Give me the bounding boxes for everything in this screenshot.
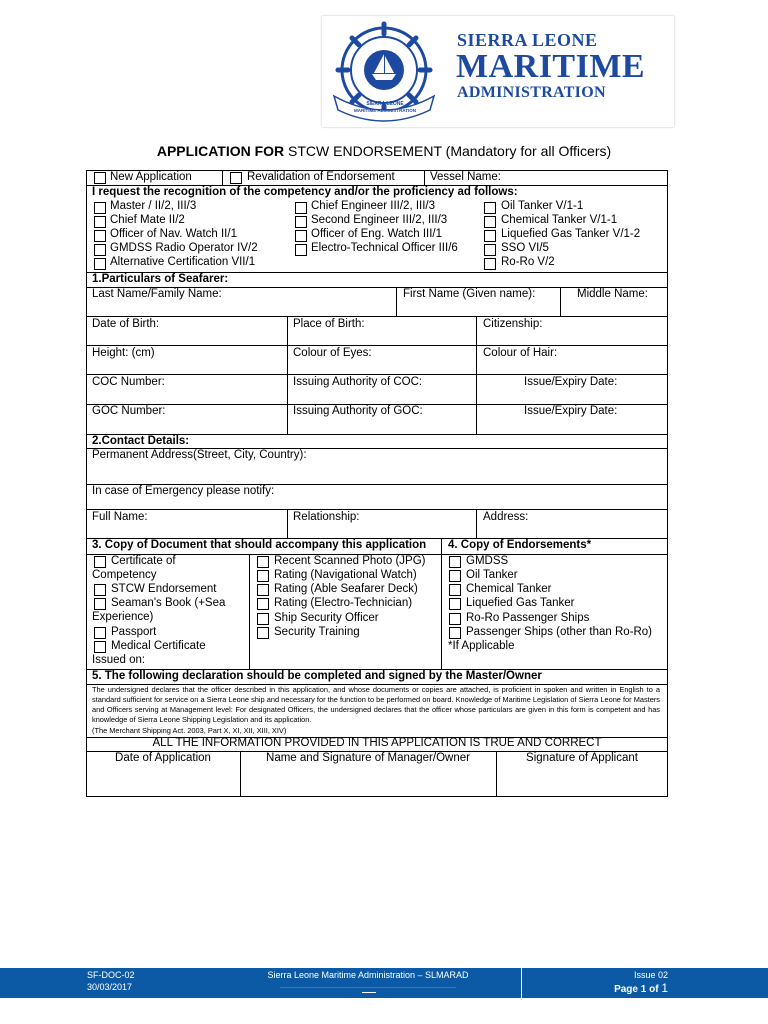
revalidation-checkbox[interactable] (230, 172, 242, 184)
declaration-citation: (The Merchant Shipping Act. 2003, Part X, XI, XII, XIII, XIV) (92, 726, 287, 735)
place-of-birth-field[interactable]: Place of Birth: (293, 318, 365, 330)
doc-rating-able-seafarer: Rating (Able Seafarer Deck) (274, 583, 418, 595)
checkbox-end-oil-tanker[interactable] (449, 570, 461, 582)
end-liquefied-gas: Liquefied Gas Tanker (466, 597, 575, 609)
checkbox-security-training[interactable] (257, 627, 269, 639)
option-electro-technical: Electro-Technical Officer III/6 (311, 242, 458, 254)
option-officer-eng-watch: Officer of Eng. Watch III/1 (311, 228, 443, 240)
checkbox-chemical-tanker[interactable] (484, 216, 496, 228)
checkbox-alternative-cert[interactable] (94, 258, 106, 270)
checkbox-stcw-endorsement[interactable] (94, 584, 106, 596)
footer-page-number (614, 982, 668, 996)
contact-heading: 2.Contact Details: (92, 435, 190, 447)
doc-ship-security-officer: Ship Security Officer (274, 612, 379, 624)
checkbox-end-liquefied-gas[interactable] (449, 598, 461, 610)
medical-issued-on-field[interactable]: Issued on: (92, 654, 146, 666)
date-of-application-field[interactable]: Date of Application (115, 752, 211, 764)
doc-medical-certificate: Medical Certificate (111, 640, 206, 652)
footer-separator (521, 968, 522, 998)
recognition-heading: I request the recognition of the competency and/or the proficiency ad follows: (92, 186, 518, 198)
option-officer-nav-watch: Officer of Nav. Watch II/1 (110, 228, 237, 240)
checkbox-gmdss-radio[interactable] (94, 244, 106, 256)
seal-text-line1: SIERRA LEONE (366, 101, 404, 107)
option-ro-ro: Ro-Ro V/2 (501, 256, 555, 268)
emergency-full-name-field[interactable]: Full Name: (92, 511, 148, 523)
checkbox-electro-technical[interactable] (295, 244, 307, 256)
org-name-line1: SIERRA LEONE (457, 30, 598, 50)
end-chemical-tanker: Chemical Tanker (466, 583, 552, 595)
hair-colour-field[interactable]: Colour of Hair: (483, 347, 558, 359)
doc-stcw-endorsement: STCW Endorsement (111, 583, 217, 595)
footer-org-name: Sierra Leone Maritime Administration – SLMARAD (267, 970, 469, 980)
doc-seamans-book-line1: Seaman's Book (+Sea (111, 597, 226, 609)
doc-passport: Passport (111, 626, 157, 638)
coc-dates-field[interactable]: Issue/Expiry Date: (524, 376, 618, 388)
emergency-notify-label: In case of Emergency please notify: (92, 485, 275, 497)
checkbox-end-gmdss[interactable] (449, 556, 461, 568)
citizenship-field[interactable]: Citizenship: (483, 318, 543, 330)
coc-number-field[interactable]: COC Number: (92, 376, 165, 388)
doc-coc-line1: Certificate of (111, 555, 176, 567)
form-title-bold: APPLICATION FOR (156, 143, 285, 159)
checkbox-recent-photo[interactable] (257, 556, 269, 568)
end-ro-ro-passenger: Ro-Ro Passenger Ships (466, 612, 590, 624)
checkbox-officer-nav-watch[interactable] (94, 230, 106, 242)
checkbox-end-chemical-tanker[interactable] (449, 584, 461, 596)
new-application-checkbox[interactable] (94, 172, 106, 184)
particulars-heading: 1.Particulars of Seafarer: (92, 273, 229, 285)
checkbox-seamans-book[interactable] (94, 598, 106, 610)
end-oil-tanker: Oil Tanker (466, 569, 518, 581)
middle-name-field[interactable]: Middle Name: (577, 288, 648, 300)
checkbox-second-engineer[interactable] (295, 216, 307, 228)
form-title-rest: STCW ENDORSEMENT (Mandatory for all Officers) (284, 143, 612, 159)
doc-seamans-book-line2: Experience) (92, 611, 154, 623)
footer-doc-date: 30/03/2017 (87, 982, 133, 992)
permanent-address-field[interactable]: Permanent Address(Street, City, Country): (92, 449, 307, 461)
doc-rating-electro-technician: Rating (Electro-Technician) (274, 597, 413, 609)
option-alternative-cert: Alternative Certification VII/1 (110, 256, 256, 268)
doc-security-training: Security Training (274, 626, 360, 638)
checkbox-end-passenger-ships[interactable] (449, 627, 461, 639)
checkbox-medical-certificate[interactable] (94, 641, 106, 653)
applicant-signature-field[interactable]: Signature of Applicant (526, 752, 638, 764)
checkbox-master[interactable] (94, 202, 106, 214)
eye-colour-field[interactable]: Colour of Eyes: (293, 347, 372, 359)
documents-heading: 3. Copy of Document that should accompany this application (92, 539, 427, 551)
option-oil-tanker: Oil Tanker V/1-1 (501, 200, 584, 212)
confirmation-statement: ALL THE INFORMATION PROVIDED IN THIS APPLICATION IS TRUE AND CORRECT (152, 737, 602, 749)
option-gmdss-radio: GMDSS Radio Operator IV/2 (110, 242, 258, 254)
goc-number-field[interactable]: GOC Number: (92, 405, 166, 417)
coc-authority-field[interactable]: Issuing Authority of COC: (293, 376, 423, 388)
checkbox-rating-able-seafarer[interactable] (257, 584, 269, 596)
application-form (86, 170, 668, 797)
footer-divider-mark (362, 992, 376, 993)
checkbox-rating-nav-watch[interactable] (257, 570, 269, 582)
revalidation-label: Revalidation of Endorsement (247, 171, 395, 183)
end-passenger-ships: Passenger Ships (other than Ro-Ro) (466, 626, 653, 638)
date-of-birth-field[interactable]: Date of Birth: (92, 318, 160, 330)
checkbox-certificate-of-competency[interactable] (94, 556, 106, 568)
checkbox-end-ro-ro-passenger[interactable] (449, 613, 461, 625)
height-field[interactable]: Height: (cm) (92, 347, 155, 359)
goc-dates-field[interactable]: Issue/Expiry Date: (524, 405, 618, 417)
form-title (0, 143, 768, 159)
checkbox-passport[interactable] (94, 627, 106, 639)
footer-link-placeholder (280, 987, 456, 988)
page-footer (0, 968, 768, 998)
emergency-relationship-field[interactable]: Relationship: (293, 511, 360, 523)
org-name-line2: MARITIME (456, 48, 646, 85)
option-second-engineer: Second Engineer III/2, III/3 (311, 214, 448, 226)
if-applicable-note: *If Applicable (448, 640, 515, 652)
emergency-address-field[interactable]: Address: (483, 511, 529, 523)
option-chief-mate: Chief Mate II/2 (110, 214, 185, 226)
doc-rating-nav-watch: Rating (Navigational Watch) (274, 569, 417, 581)
endorsements-heading: 4. Copy of Endorsements* (448, 539, 592, 551)
option-liquefied-gas: Liquefied Gas Tanker V/1-2 (501, 228, 641, 240)
checkbox-rating-electro-technician[interactable] (257, 598, 269, 610)
seal-text-line2: MARITIME ADMINISTRATION (354, 108, 416, 113)
org-name-line3: ADMINISTRATION (457, 84, 606, 101)
declaration-text: The undersigned declares that the officer described in this application, and whose documents or copies are attached, is proficient in spoken and written in English to a standard sufficient for service on a Sierra Leone ship and necessary for the function to be performed on board. Knowledge of Maritime Legislation of Sierra Leone for Masters and Officers serving at Management level: For designated Officers, the undersigned declares that the officer whose particulars are given in this form is competent and has knowledge of Sierra Leone Shipping Legislation and its application. (92, 685, 660, 724)
manager-signature-field[interactable]: Name and Signature of Manager/Owner (266, 752, 470, 764)
option-chief-engineer: Chief Engineer III/2, III/3 (311, 200, 436, 212)
checkbox-chief-mate[interactable] (94, 216, 106, 228)
checkbox-ro-ro[interactable] (484, 258, 496, 270)
footer-doc-code: SF-DOC-02 (87, 970, 135, 980)
checkbox-chief-engineer[interactable] (295, 202, 307, 214)
last-name-field[interactable]: Last Name/Family Name: (92, 288, 222, 300)
doc-coc-line2: Competency (92, 569, 157, 581)
end-gmdss: GMDSS (466, 555, 509, 567)
doc-recent-photo: Recent Scanned Photo (JPG) (274, 555, 426, 567)
checkbox-officer-eng-watch[interactable] (295, 230, 307, 242)
new-application-label: New Application (110, 171, 192, 183)
option-master: Master / II/2, III/3 (110, 200, 197, 212)
checkbox-ship-security-officer[interactable] (257, 613, 269, 625)
option-chemical-tanker: Chemical Tanker V/1-1 (501, 214, 618, 226)
checkbox-sso[interactable] (484, 244, 496, 256)
footer-issue: Issue 02 (633, 970, 668, 980)
first-name-field[interactable]: First Name (Given name): (403, 288, 536, 300)
footer-page-total: 1 (661, 981, 668, 995)
vessel-name-field[interactable]: Vessel Name: (430, 171, 501, 183)
checkbox-oil-tanker[interactable] (484, 202, 496, 214)
option-sso: SSO VI/5 (501, 242, 549, 254)
goc-authority-field[interactable]: Issuing Authority of GOC: (293, 405, 423, 417)
checkbox-liquefied-gas[interactable] (484, 230, 496, 242)
declaration-heading: 5. The following declaration should be completed and signed by the Master/Owner (92, 670, 542, 682)
footer-page-prefix: Page 1 of (614, 984, 662, 995)
